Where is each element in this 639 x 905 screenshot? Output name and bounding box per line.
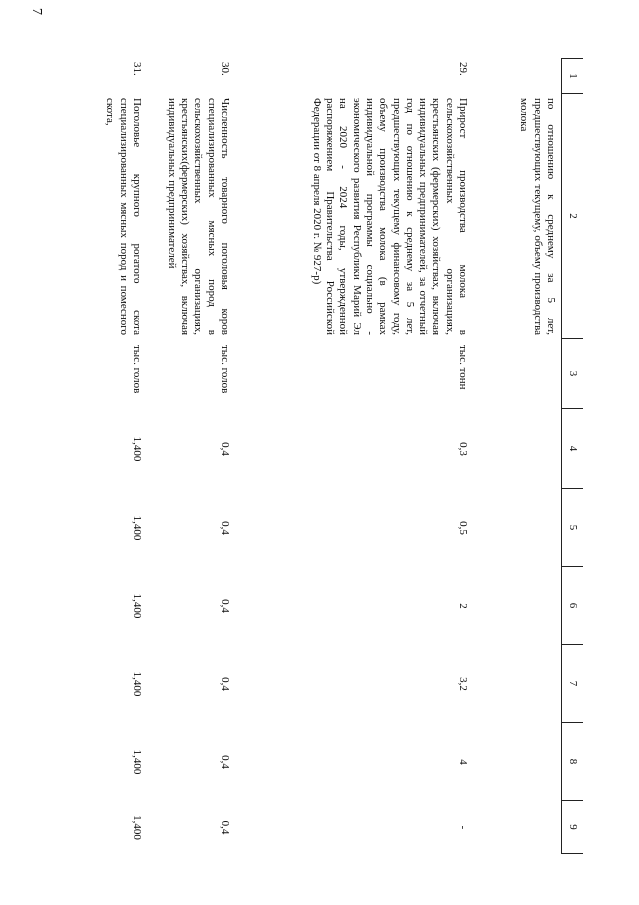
table-row-31-no: 31. — [131, 62, 143, 76]
table-row-30-name: Численность товарного поголовья коров специализированных мясных пород в сельскохозяйственных организациях, крестьянских(фермерских) хозяйствах, включая индивидуальных предпринимателей — [165, 98, 231, 335]
table-row-31-name: Поголовье крупного рогатого скота специализированных мясных пород и помесного скота, — [104, 98, 143, 335]
table-row-29-value-col5: 0,5 — [457, 521, 469, 535]
table-row-30-value-col5: 0,4 — [219, 521, 231, 535]
table-row-31-value-col5: 1,400 — [131, 515, 143, 541]
table-row-29-name: Прирост производства молока в сельскохозяйственных организациях, крестьянских (фермерских) хозяйствах, включая индивидуальных предпринимателей, за отчетный год по отношению к среднему за 5 лет, предшествующих текущему финансовому году, объему производства молока (в рамках индивидуальной программы социально - экономического развития Республики Марий Эл на 2020 - 2024 годы, утвержденной распоряжением Правительства Российской Федерации от 8 апреля 2020 г. № 927-р) — [310, 98, 469, 335]
table-row-30-value-col4: 0,4 — [219, 442, 231, 456]
header-col-5: 5 — [561, 489, 583, 567]
header-col-7: 7 — [561, 645, 583, 723]
header-col-1: 1 — [561, 58, 583, 94]
table-row-31-value-col9: 1,400 — [131, 815, 143, 840]
table-row-30-value-col7: 0,4 — [219, 677, 231, 691]
table-row-continuation-no — [473, 58, 561, 94]
table-row-30-value-col6: 0,4 — [219, 599, 231, 613]
header-col-9: 9 — [561, 801, 583, 854]
table-row-30-value-col8: 0,4 — [219, 755, 231, 769]
table-row-31-unit: тыс. голов — [131, 345, 143, 394]
table-row-29-no: 29. — [457, 62, 469, 76]
table-row-29-value-col6: 2 — [457, 603, 469, 609]
header-col-2: 2 — [561, 94, 583, 339]
table-row-29-value-col8: 4 — [457, 759, 469, 765]
header-col-4: 4 — [561, 409, 583, 489]
table-row-30-no: 30. — [219, 62, 231, 76]
table-row-continuation-text: по отношению к среднему за 5 лет, предшествующих текущему, объему производства молока — [518, 98, 557, 335]
table-row-31-value-col8: 1,400 — [131, 749, 143, 775]
page-number: 7 — [29, 8, 44, 15]
indicators-table — [104, 58, 583, 854]
table-row-29-value-col9: - — [457, 825, 469, 830]
header-col-3: 3 — [561, 339, 583, 409]
table-row-29-value-col7: 3,2 — [457, 677, 469, 691]
table-row-29-value-col4: 0,3 — [457, 442, 469, 456]
table-row-29-unit: тыс. тонн — [457, 345, 469, 390]
header-col-8: 8 — [561, 723, 583, 801]
rotated-table — [104, 58, 583, 854]
table-row-30-unit: тыс. голов — [219, 345, 231, 394]
table-row-31-value-col4: 1,400 — [131, 436, 143, 462]
table-row-30-value-col9: 0,4 — [219, 820, 231, 835]
table-row-31-value-col7: 1,400 — [131, 671, 143, 697]
header-col-6: 6 — [561, 567, 583, 645]
table-row-31-value-col6: 1,400 — [131, 593, 143, 619]
